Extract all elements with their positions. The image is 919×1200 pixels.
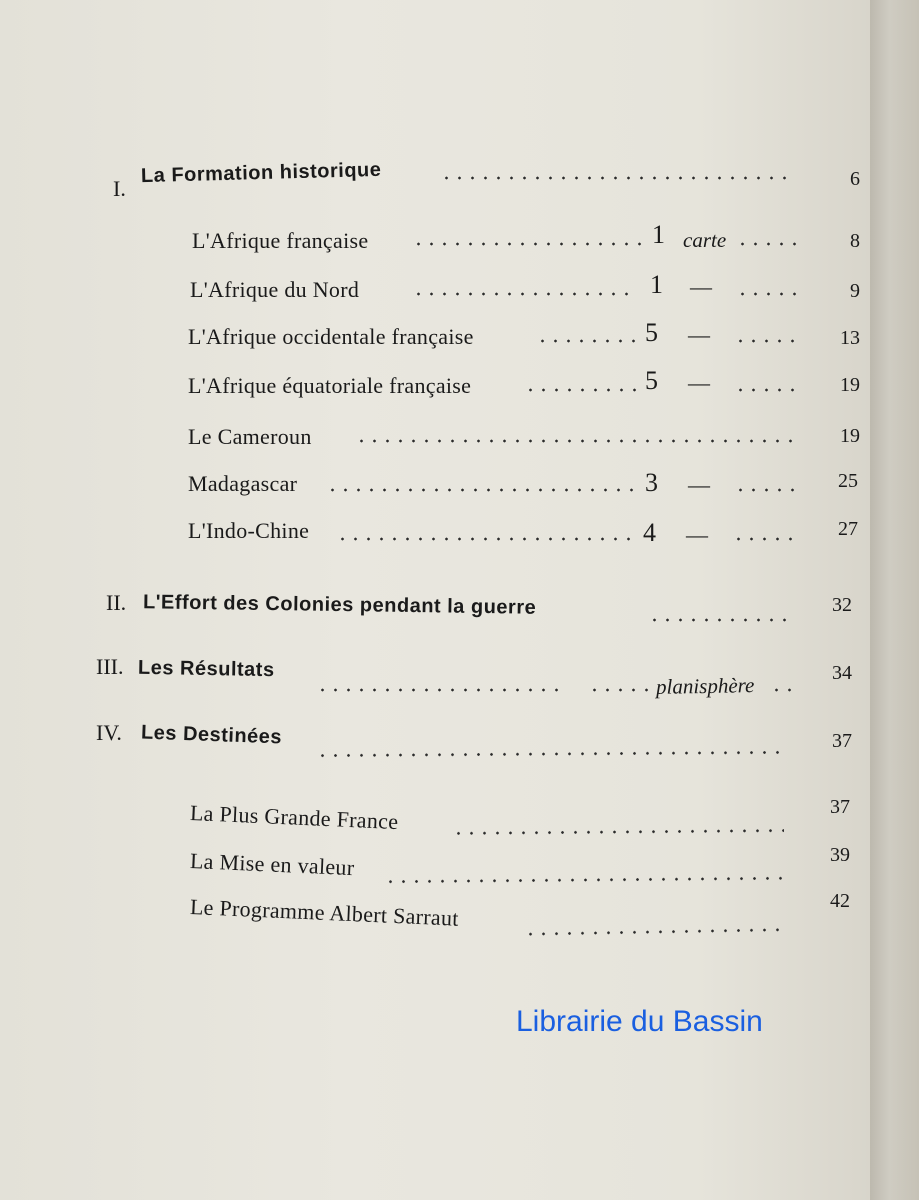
- entry-title: La Plus Grande France: [189, 800, 399, 835]
- entry-title: Le Cameroun: [188, 424, 312, 449]
- entry-title: Le Programme Albert Sarraut: [189, 894, 460, 931]
- page-number: 6: [850, 168, 860, 190]
- dot-leader: [412, 292, 637, 296]
- page-number: 19: [840, 374, 860, 396]
- dot-leader: [734, 488, 794, 492]
- section-numeral: III.: [96, 654, 124, 679]
- entry-title: L'Afrique occidentale française: [188, 324, 474, 349]
- section-numeral: I.: [113, 176, 126, 201]
- dot-leader: [736, 292, 796, 296]
- map-count: 5: [645, 318, 658, 347]
- dot-leader: [336, 537, 636, 541]
- dot-leader: [326, 488, 638, 492]
- section-title: Les Destinées: [140, 721, 283, 749]
- page-number: 34: [832, 662, 852, 684]
- entry-title: La Mise en valeur: [189, 848, 355, 881]
- page-number: 13: [840, 327, 860, 349]
- section-title: La Formation historique: [140, 158, 382, 188]
- dot-leader: [732, 537, 792, 541]
- dot-leader: [524, 928, 782, 937]
- section-numeral: II.: [106, 590, 127, 615]
- page-number: 25: [838, 470, 858, 492]
- page-number: 19: [840, 425, 860, 447]
- dot-leader: [734, 388, 794, 392]
- entry-title: L'Indo-Chine: [188, 518, 310, 543]
- section-numeral: IV.: [96, 720, 122, 745]
- ditto-dash: —: [688, 472, 710, 497]
- page-number: 27: [838, 518, 858, 540]
- ditto-dash: —: [690, 274, 712, 299]
- page-number: 9: [850, 280, 860, 302]
- page-edge: [870, 0, 919, 1200]
- dot-leader: [736, 242, 796, 246]
- map-count: 4: [643, 518, 656, 547]
- dot-leader: [412, 242, 642, 246]
- section-title: L'Effort des Colonies pendant la guerre: [142, 591, 537, 619]
- page-number: 42: [830, 890, 850, 912]
- dot-leader: [452, 829, 784, 836]
- ditto-dash: —: [686, 522, 708, 547]
- dot-leader: [355, 439, 793, 443]
- dot-leader: [440, 176, 795, 180]
- dot-leader: [734, 339, 794, 343]
- page-number: 32: [832, 594, 852, 616]
- dot-leader: [524, 388, 636, 392]
- ditto-dash: —: [688, 322, 710, 347]
- watermark-text: Librairie du Bassin: [516, 1005, 763, 1038]
- dot-leader: [316, 750, 788, 757]
- section-title: Les Résultats: [137, 656, 275, 682]
- page-number: 37: [830, 796, 850, 818]
- dot-leader: [588, 688, 648, 692]
- entry-note: planisphère: [655, 673, 755, 699]
- ditto-dash: —: [688, 370, 710, 395]
- entry-title: L'Afrique française: [192, 228, 369, 253]
- dot-leader: [770, 688, 794, 692]
- dot-leader: [648, 618, 790, 622]
- dot-leader: [384, 876, 784, 883]
- map-count: 5: [645, 366, 658, 395]
- page-number: 39: [830, 844, 850, 866]
- map-count: 1: [652, 220, 665, 249]
- page-number: 8: [850, 230, 860, 252]
- dot-leader: [536, 339, 636, 343]
- entry-title: L'Afrique équatoriale française: [188, 373, 472, 398]
- entry-title: L'Afrique du Nord: [190, 277, 360, 302]
- page-number: 37: [832, 730, 852, 752]
- dot-leader: [316, 688, 560, 692]
- entry-title: Madagascar: [188, 471, 298, 496]
- entry-note: carte: [683, 228, 727, 252]
- map-count: 1: [650, 270, 663, 299]
- map-count: 3: [645, 468, 658, 497]
